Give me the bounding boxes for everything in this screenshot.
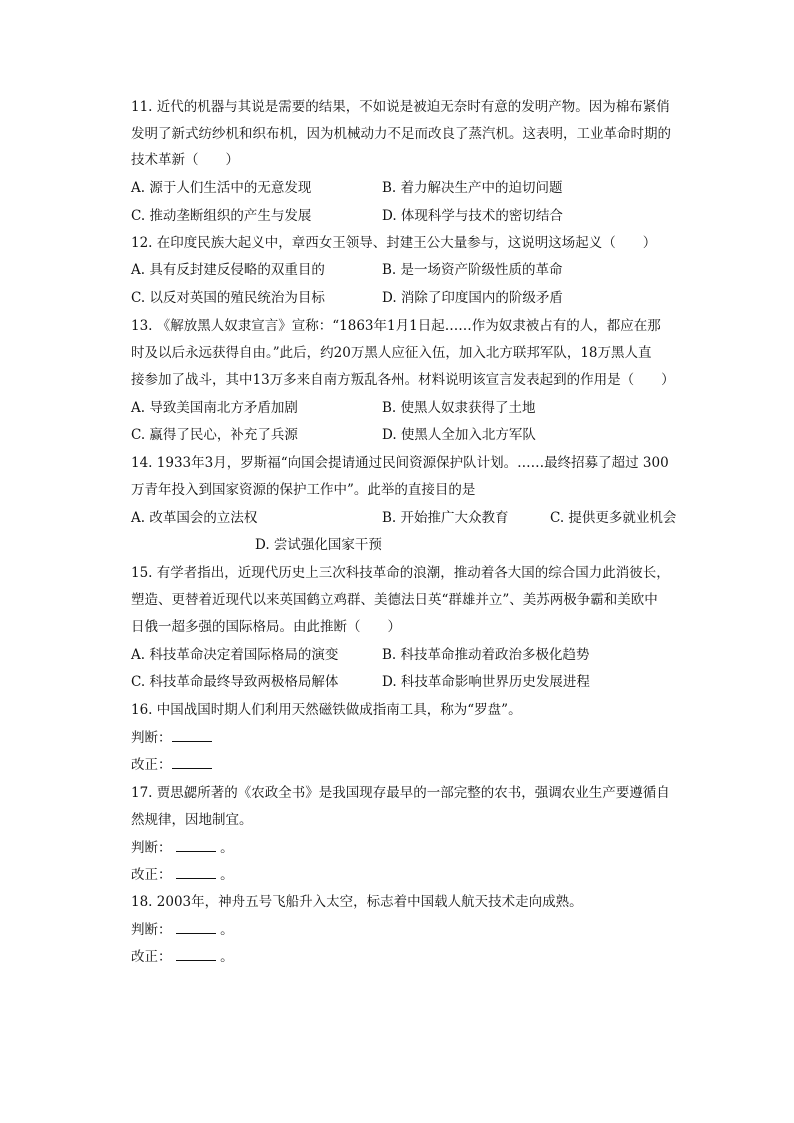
q18-stem-line-1: 18. 2003年，神舟五号飞船升入太空，标志着中国载人航天技术走向成熟。 — [131, 894, 583, 910]
q18-judge-label: 判断： — [131, 922, 172, 938]
q15-option-d: D. 科技革命影响世界历史发展进程 — [382, 674, 590, 690]
q17-correct-end: 。 — [220, 867, 234, 883]
q15-stem-line-2: 塑造、更替着近现代以来英国鹤立鸡群、美德法日英“群雄并立”、美苏两极争霸和美欧中 — [131, 592, 658, 608]
q18-judge-row — [131, 921, 234, 939]
q16-correct-row — [131, 756, 212, 774]
q17-judge-blank[interactable] — [176, 839, 216, 852]
q14-option-b: B. 开始推广大众教育 — [382, 510, 509, 526]
q13-stem-line-1: 13. 《解放黑人奴隶宣言》宣称：“1863年1月1日起……作为奴隶被占有的人，都应在那 — [131, 318, 661, 334]
q11-stem-line-2: 发明了新式纺纱机和织布机，因为机械动力不足而改良了蒸汽机。这表明，工业革命时期的 — [131, 126, 671, 142]
q18-judge-blank[interactable] — [176, 921, 216, 934]
q12-option-d: D. 消除了印度国内的阶级矛盾 — [382, 290, 563, 306]
q16-correct-label: 改正： — [131, 757, 172, 773]
q16-correct-blank[interactable] — [172, 756, 212, 769]
q11-stem-line-3: 技术革新（ ） — [131, 152, 239, 168]
q12-option-a: A. 具有反封建反侵略的双重目的 — [131, 262, 325, 278]
q12-option-c: C. 以反对英国的殖民统治为目标 — [131, 290, 325, 306]
q11-option-b: B. 着力解决生产中的迫切问题 — [382, 180, 563, 196]
q15-stem-line-1: 15. 有学者指出，近现代历史上三次科技革命的浪潮，推动着各大国的综合国力此消彼长， — [131, 565, 670, 581]
q13-stem-line-3: 接参加了战斗，其中13万多来自南方叛乱各州。材料说明该宣言发表起到的作用是（ ） — [131, 372, 675, 388]
q17-judge-label: 判断： — [131, 840, 172, 856]
q13-option-a: A. 导致美国南北方矛盾加剧 — [131, 400, 298, 416]
q18-correct-blank[interactable] — [176, 948, 216, 961]
q13-option-d: D. 使黑人全加入北方军队 — [382, 427, 536, 443]
q14-stem-line-2: 万青年投入到国家资源的保护工作中”。此举的直接目的是 — [131, 482, 476, 498]
q17-correct-row — [131, 866, 234, 884]
q18-correct-end: 。 — [220, 949, 234, 965]
q17-stem-line-1: 17. 贾思勰所著的《农政全书》是我国现存最早的一部完整的农书，强调农业生产要遵循自 — [131, 785, 670, 801]
q15-option-c: C. 科技革命最终导致两极格局解体 — [131, 674, 339, 690]
q17-judge-end: 。 — [220, 840, 234, 856]
q11-option-c: C. 推动垄断组织的产生与发展 — [131, 208, 312, 224]
q16-stem-line-1: 16. 中国战国时期人们利用天然磁铁做成指南工具，称为“罗盘”。 — [131, 702, 522, 718]
q13-option-b: B. 使黑人奴隶获得了土地 — [382, 400, 536, 416]
q14-stem-line-1: 14. 1933年3月，罗斯福“向国会提请通过民间资源保护队计划。……最终招募了超过 300 — [131, 455, 669, 471]
q12-option-b: B. 是一场资产阶级性质的革命 — [382, 262, 563, 278]
q11-option-d: D. 体现科学与技术的密切结合 — [382, 208, 563, 224]
q17-correct-blank[interactable] — [176, 866, 216, 879]
q13-stem-line-2: 时及以后永远获得自由。”此后，约20万黑人应征入伍，加入北方联邦军队，18万黑人直 — [131, 345, 652, 361]
q14-option-a: A. 改革国会的立法权 — [131, 510, 258, 526]
q17-correct-label: 改正： — [131, 867, 172, 883]
q18-correct-row — [131, 948, 234, 966]
q18-judge-end: 。 — [220, 922, 234, 938]
q18-correct-label: 改正： — [131, 949, 172, 965]
q16-judge-blank[interactable] — [172, 729, 212, 742]
q14-option-c: C. 提供更多就业机会 — [550, 510, 677, 526]
q13-option-c: C. 赢得了民心，补充了兵源 — [131, 427, 298, 443]
q16-judge-label: 判断： — [131, 730, 172, 746]
q12-stem-line-1: 12. 在印度民族大起义中，章西女王领导、封建王公大量参与，这说明这场起义（ ） — [131, 235, 657, 251]
q11-option-a: A. 源于人们生活中的无意发现 — [131, 180, 312, 196]
q17-stem-line-2: 然规律，因地制宜。 — [131, 812, 253, 828]
q17-judge-row — [131, 839, 234, 857]
q15-stem-line-3: 日俄一超多强的国际格局。由此推断（ ） — [131, 619, 401, 635]
q16-judge-row — [131, 729, 212, 747]
q15-option-a: A. 科技革命决定着国际格局的演变 — [131, 647, 339, 663]
q14-option-d: D. 尝试强化国家干预 — [255, 537, 382, 553]
q15-option-b: B. 科技革命推动着政治多极化趋势 — [382, 647, 590, 663]
q11-stem-line-1: 11. 近代的机器与其说是需要的结果，不如说是被迫无奈时有意的发明产物。因为棉布紧俏 — [131, 99, 670, 115]
